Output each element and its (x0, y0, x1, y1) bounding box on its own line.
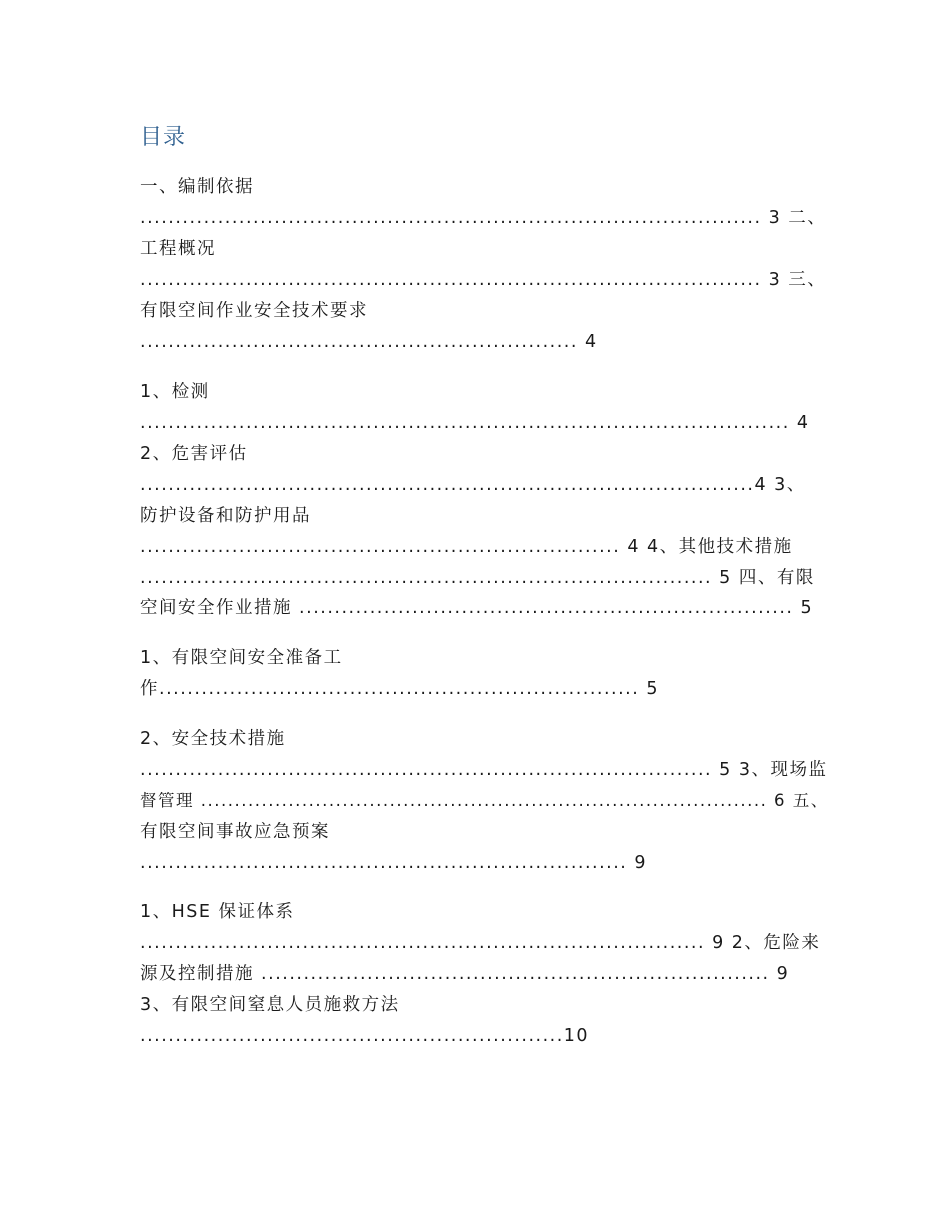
toc-line: 防护设备和防护用品 (140, 506, 311, 526)
toc-line: 一、编制依据 (140, 177, 254, 197)
toc-line: ................................................................................. 5 四、有限 (140, 568, 815, 588)
toc-line: 1、检测 (140, 382, 210, 402)
toc-line: ........................................................................................ 3 二、 (140, 208, 827, 228)
toc-line: 作.................................................................... 5 (140, 679, 659, 699)
toc-line: 有限空间作业安全技术要求 (140, 301, 368, 321)
toc-line: 3、有限空间窒息人员施救方法 (140, 995, 400, 1015)
toc-line: .............................................................. 4 (140, 332, 598, 352)
toc-line: ............................................................10 (140, 1026, 590, 1046)
toc-line: 空间安全作业措施 ...................................................................... 5 (140, 598, 814, 618)
toc-line: 2、危害评估 (140, 444, 248, 464)
toc-line: 1、有限空间安全准备工 (140, 648, 343, 668)
toc-line: 工程概况 (140, 239, 216, 259)
toc-line: 2、安全技术措施 (140, 729, 286, 749)
toc-line: 源及控制措施 ........................................................................ 9 (140, 964, 790, 984)
toc-line: ........................................................................................ 3 三、 (140, 270, 827, 290)
toc-line: 有限空间事故应急预案 (140, 822, 330, 842)
toc-line: .................................................................... 4 4、其他技术措施 (140, 537, 793, 557)
toc-line: ................................................................................. 5 3、现场监 (140, 760, 828, 780)
toc-line: .......................................................................................4 3、 (140, 475, 806, 495)
toc-line: 督管理 .................................................................................... 6 五、 (140, 791, 829, 810)
toc-line: ............................................................................................ 4 (140, 413, 810, 433)
toc-line: ..................................................................... 9 (140, 853, 648, 873)
page-title: 目录 (140, 125, 187, 150)
toc-line: ................................................................................ 9 2、危险来 (140, 933, 821, 953)
toc-line: 1、HSE 保证体系 (140, 902, 295, 922)
